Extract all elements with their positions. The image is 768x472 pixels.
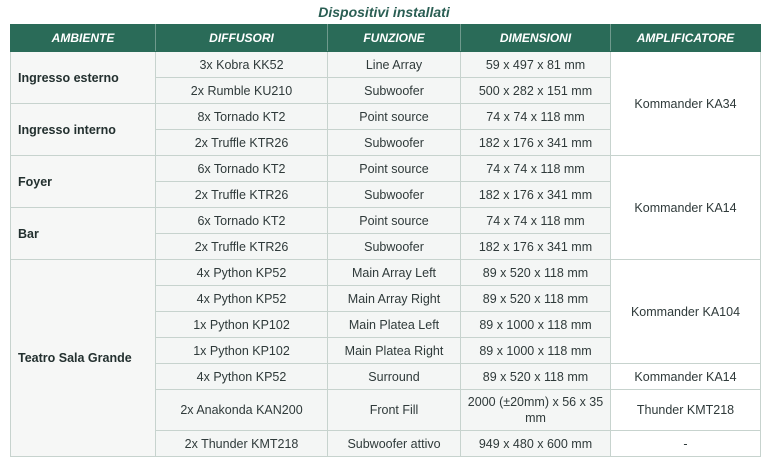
dimensioni-cell: 949 x 480 x 600 mm xyxy=(461,431,611,457)
funzione-cell: Main Platea Right xyxy=(328,338,461,364)
ambiente-cell: Ingresso interno xyxy=(11,104,156,156)
header-diffusori: DIFFUSORI xyxy=(156,25,328,52)
diffusori-cell: 2x Rumble KU210 xyxy=(156,78,328,104)
header-amplificatore: AMPLIFICATORE xyxy=(611,25,761,52)
dimensioni-cell: 182 x 176 x 341 mm xyxy=(461,130,611,156)
header-dimensioni: DIMENSIONI xyxy=(461,25,611,52)
diffusori-cell: 1x Python KP102 xyxy=(156,338,328,364)
funzione-cell: Point source xyxy=(328,208,461,234)
header-row xyxy=(11,25,761,52)
ambiente-cell: Teatro Sala Grande xyxy=(11,260,156,457)
diffusori-cell: 2x Anakonda KAN200 xyxy=(156,390,328,431)
diffusori-cell: 4x Python KP52 xyxy=(156,286,328,312)
dimensioni-cell: 2000 (±20mm) x 56 x 35 mm xyxy=(461,390,611,431)
funzione-cell: Main Array Left xyxy=(328,260,461,286)
dimensioni-cell: 182 x 176 x 341 mm xyxy=(461,182,611,208)
amplificatore-cell: Thunder KMT218 xyxy=(611,390,761,431)
diffusori-cell: 2x Truffle KTR26 xyxy=(156,234,328,260)
dimensioni-cell: 74 x 74 x 118 mm xyxy=(461,104,611,130)
funzione-cell: Surround xyxy=(328,364,461,390)
dimensioni-cell: 500 x 282 x 151 mm xyxy=(461,78,611,104)
amplificatore-cell: Kommander KA104 xyxy=(611,260,761,364)
amplificatore-cell: Kommander KA14 xyxy=(611,364,761,390)
header-ambiente: AMBIENTE xyxy=(11,25,156,52)
funzione-cell: Subwoofer xyxy=(328,234,461,260)
funzione-cell: Front Fill xyxy=(328,390,461,431)
table-title: Dispositivi installati xyxy=(318,4,450,20)
table-row xyxy=(11,260,761,286)
diffusori-cell: 6x Tornado KT2 xyxy=(156,208,328,234)
devices-table xyxy=(10,24,761,457)
funzione-cell: Subwoofer attivo xyxy=(328,431,461,457)
ambiente-cell: Ingresso esterno xyxy=(11,52,156,104)
ambiente-cell: Bar xyxy=(11,208,156,260)
dimensioni-cell: 59 x 497 x 81 mm xyxy=(461,52,611,78)
diffusori-cell: 2x Truffle KTR26 xyxy=(156,130,328,156)
funzione-cell: Subwoofer xyxy=(328,130,461,156)
diffusori-cell: 2x Thunder KMT218 xyxy=(156,431,328,457)
dimensioni-cell: 89 x 520 x 118 mm xyxy=(461,286,611,312)
funzione-cell: Main Array Right xyxy=(328,286,461,312)
funzione-cell: Line Array xyxy=(328,52,461,78)
amplificatore-cell: Kommander KA34 xyxy=(611,52,761,156)
diffusori-cell: 1x Python KP102 xyxy=(156,312,328,338)
ambiente-cell: Foyer xyxy=(11,156,156,208)
table-row xyxy=(11,52,761,78)
funzione-cell: Subwoofer xyxy=(328,78,461,104)
dimensioni-cell: 182 x 176 x 341 mm xyxy=(461,234,611,260)
dimensioni-cell: 89 x 520 x 118 mm xyxy=(461,364,611,390)
dimensioni-cell: 89 x 1000 x 118 mm xyxy=(461,338,611,364)
diffusori-cell: 2x Truffle KTR26 xyxy=(156,182,328,208)
diffusori-cell: 4x Python KP52 xyxy=(156,260,328,286)
diffusori-cell: 3x Kobra KK52 xyxy=(156,52,328,78)
header-funzione: FUNZIONE xyxy=(328,25,461,52)
funzione-cell: Main Platea Left xyxy=(328,312,461,338)
dimensioni-cell: 89 x 520 x 118 mm xyxy=(461,260,611,286)
dimensioni-cell: 89 x 1000 x 118 mm xyxy=(461,312,611,338)
table-row xyxy=(11,156,761,182)
diffusori-cell: 8x Tornado KT2 xyxy=(156,104,328,130)
funzione-cell: Subwoofer xyxy=(328,182,461,208)
amplificatore-cell: Kommander KA14 xyxy=(611,156,761,260)
diffusori-cell: 4x Python KP52 xyxy=(156,364,328,390)
funzione-cell: Point source xyxy=(328,104,461,130)
dimensioni-cell: 74 x 74 x 118 mm xyxy=(461,208,611,234)
amplificatore-cell: - xyxy=(611,431,761,457)
dimensioni-cell: 74 x 74 x 118 mm xyxy=(461,156,611,182)
funzione-cell: Point source xyxy=(328,156,461,182)
diffusori-cell: 6x Tornado KT2 xyxy=(156,156,328,182)
